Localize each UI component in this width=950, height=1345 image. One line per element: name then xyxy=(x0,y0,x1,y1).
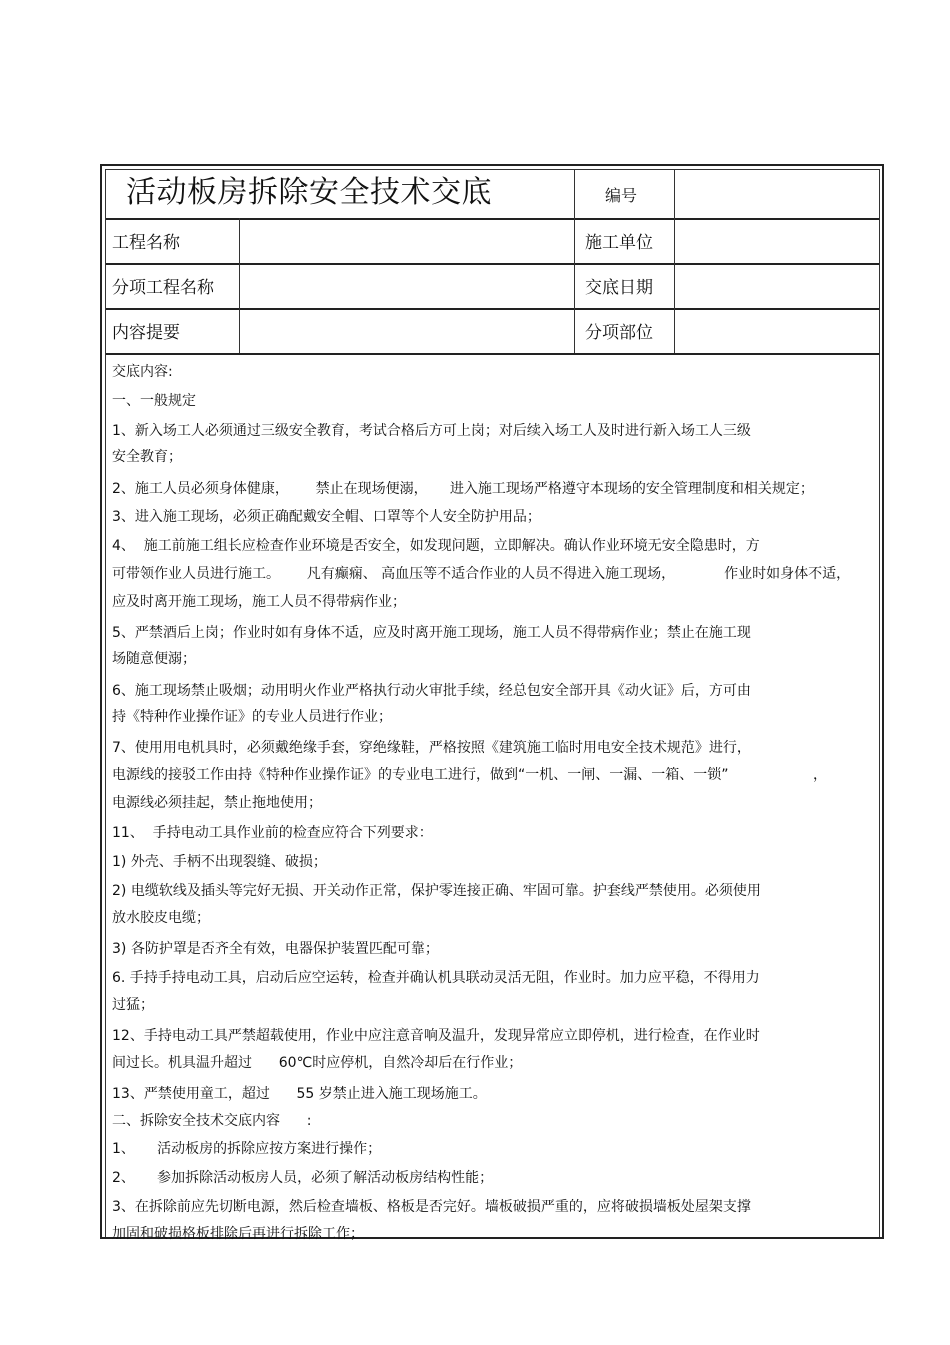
row-right-value[interactable] xyxy=(674,263,879,308)
row-value[interactable] xyxy=(239,308,574,353)
row-value[interactable] xyxy=(239,218,574,263)
content-line: 5、严禁酒后上岗；作业时如有身体不适，应及时离开施工现场，施工人员不得带病作业；禁止在施工现 xyxy=(112,625,751,641)
row-label: 内容提要 xyxy=(112,323,180,343)
disclosure-content xyxy=(106,355,879,1242)
row-label: 工程名称 xyxy=(112,233,180,253)
code-label: 编号 xyxy=(574,170,674,218)
info-row xyxy=(106,263,879,310)
content-line: 一、一般规定 xyxy=(112,393,196,409)
content-line: 3、进入施工现场，必须正确配戴安全帽、口罩等个人安全防护用品； xyxy=(112,509,541,525)
content-line: 4、 施工前施工组长应检查作业环境是否安全，如发现问题，立即解决。确认作业环境无安全隐患时，方 xyxy=(112,538,760,554)
row-right-label: 施工单位 xyxy=(574,218,674,263)
content-line: 间过长。机具温升超过 60℃时应停机，自然冷却后在行作业； xyxy=(112,1055,523,1071)
content-line: 电源线必须挂起，禁止拖地使用； xyxy=(112,795,322,811)
content-line: 1、 活动板房的拆除应按方案进行操作； xyxy=(112,1141,382,1157)
content-line: 3、在拆除前应先切断电源，然后检查墙板、格板是否完好。墙板破损严重的，应将破损墙板处屋架支撑 xyxy=(112,1199,751,1215)
content-line: 可带领作业人员进行施工。 凡有癫痫、 高血压等不适合作业的人员不得进入施工现场， 作业时如身体不适， xyxy=(112,566,851,582)
info-row xyxy=(106,308,879,355)
content-line: 3) 各防护罩是否齐全有效，电器保护装置匹配可靠； xyxy=(112,941,439,957)
document-title: 活动板房拆除安全技术交底 xyxy=(126,175,492,210)
content-line: 二、拆除安全技术交底内容 : xyxy=(112,1113,312,1129)
content-line: 安全教育； xyxy=(112,449,182,465)
content-line: 11、 手持电动工具作业前的检查应符合下列要求： xyxy=(112,825,433,841)
content-line: 1) 外壳、手柄不出现裂缝、破损； xyxy=(112,854,327,870)
content-line: 13、严禁使用童工，超过 55 岁禁止进入施工现场施工。 xyxy=(112,1086,487,1102)
row-right-label: 分项部位 xyxy=(574,308,674,353)
content-line: 1、新入场工人必须通过三级安全教育，考试合格后方可上岗；对后续入场工人及时进行新入场工人三级 xyxy=(112,423,751,439)
content-line: 2、施工人员必须身体健康， 禁止在现场便溺， 进入施工现场严格遵守本现场的安全管理制度和相关规定； xyxy=(112,481,814,497)
content-line: 交底内容: xyxy=(112,364,173,380)
info-row xyxy=(106,218,879,265)
row-value[interactable] xyxy=(239,263,574,308)
content-line: 过猛； xyxy=(112,997,154,1013)
form-inner xyxy=(105,169,880,1242)
content-line: 场随意便溺； xyxy=(112,651,196,667)
content-line: 持《特种作业操作证》的专业人员进行作业； xyxy=(112,709,392,725)
content-line: 电源线的接驳工作由持《特种作业操作证》的专业电工进行，做到“一机、一闸、一漏、一箱、一锁” ， xyxy=(112,767,828,783)
code-value[interactable] xyxy=(674,170,879,218)
header-row xyxy=(106,170,879,220)
content-line: 6、施工现场禁止吸烟；动用明火作业严格执行动火审批手续，经总包安全部开具《动火证》后，方可由 xyxy=(112,683,751,699)
content-line: 2、 参加拆除活动板房人员，必须了解活动板房结构性能； xyxy=(112,1170,494,1186)
row-label: 分项工程名称 xyxy=(112,278,214,298)
content-line: 加固和破损格板排除后再进行拆除工作； xyxy=(112,1226,364,1242)
row-right-label: 交底日期 xyxy=(574,263,674,308)
content-line: 应及时离开施工现场，施工人员不得带病作业； xyxy=(112,594,406,610)
content-line: 7、使用用电机具时，必须戴绝缘手套，穿绝缘鞋，严格按照《建筑施工临时用电安全技术规范》进行， xyxy=(112,740,751,756)
content-line: 2) 电缆软线及插头等完好无损、开关动作正常，保护零连接正确、牢固可靠。护套线严禁使用。必须使用 xyxy=(112,883,761,899)
content-line: 12、手持电动工具严禁超载使用，作业中应注意音响及温升，发现异常应立即停机，进行检查，在作业时 xyxy=(112,1028,760,1044)
disclosure-form xyxy=(100,164,884,1242)
content-line: 6. 手持手持电动工具，启动后应空运转，检查并确认机具联动灵活无阻，作业时。加力应平稳，不得用力 xyxy=(112,970,760,986)
row-right-value[interactable] xyxy=(674,218,879,263)
content-line: 放水胶皮电缆； xyxy=(112,910,210,926)
row-right-value[interactable] xyxy=(674,308,879,353)
